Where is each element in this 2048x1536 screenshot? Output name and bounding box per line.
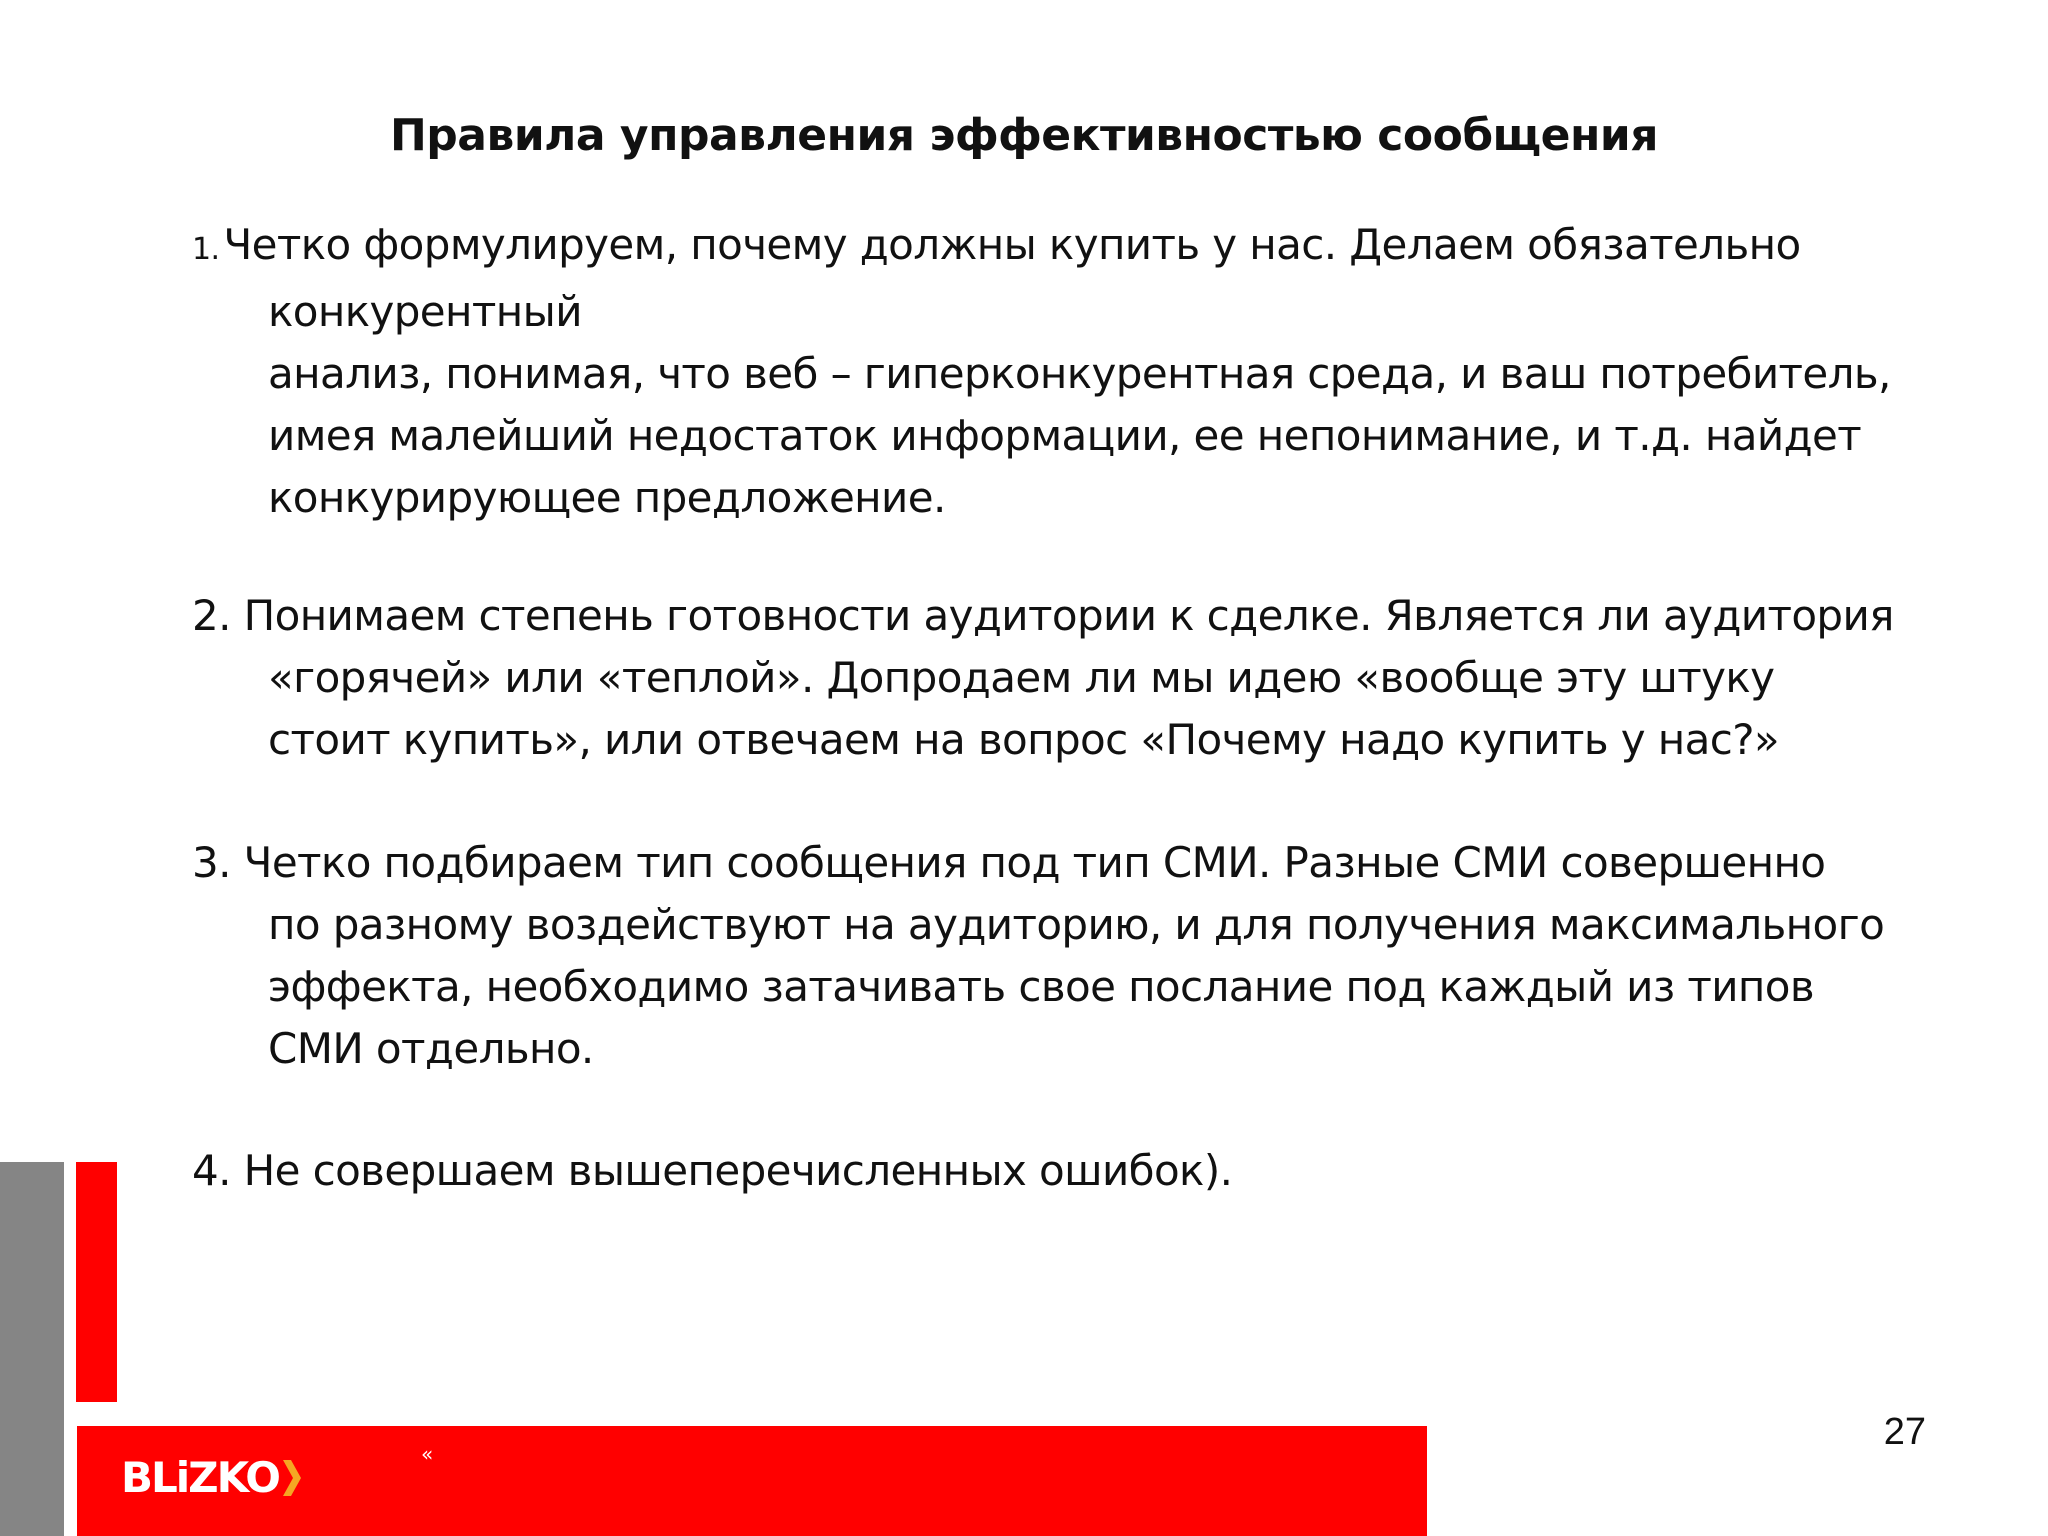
rule-1-line-1	[192, 214, 1952, 281]
rule-item-4	[192, 1140, 1952, 1202]
rule-1-line-5: конкурирующее предложение.	[268, 473, 946, 522]
side-gray-bar	[0, 1162, 64, 1536]
blizko-logo	[121, 1454, 303, 1502]
rule-2-line-2: «горячей» или «теплой». Допродаем ли мы идею «вообще эту штуку	[268, 653, 1775, 702]
rule-3-line-2: по разному воздействуют на аудиторию, и для получения максимального	[268, 900, 1885, 949]
rule-2-line-3: стоит купить», или отвечаем на вопрос «Почему надо купить у нас?»	[268, 715, 1780, 764]
logo-chevron-icon	[281, 1456, 303, 1500]
rule-4-line-1: 4. Не совершаем вышеперечисленных ошибок).	[192, 1146, 1233, 1195]
logo-text: BLiZKO	[121, 1453, 279, 1502]
rule-1-line-3: анализ, понимая, что веб – гиперконкурентная среда, и ваш потребитель,	[268, 349, 1891, 398]
footer-quote-mark: «	[421, 1442, 434, 1466]
page-number: 27	[1883, 1411, 1926, 1453]
rule-3-line-4: СМИ отдельно.	[268, 1024, 594, 1073]
rule-3-line-1: 3. Четко подбираем тип сообщения под тип СМИ. Разные СМИ совершенно	[192, 838, 1826, 887]
slide-title: Правила управления эффективностью сообщения	[389, 110, 1659, 161]
rule-item-3	[192, 832, 1952, 1080]
rule-1-number: 1.	[192, 232, 220, 267]
rule-item-1	[192, 214, 1952, 529]
side-red-bar	[76, 1162, 117, 1402]
rule-1-line-4: имея малейший недостаток информации, ее непонимание, и т.д. найдет	[268, 411, 1862, 460]
footer-band	[77, 1426, 1427, 1536]
rule-1-line-1-text: Четко формулируем, почему должны купить у нас. Делаем обязательно	[223, 220, 1801, 269]
rule-2-line-1: 2. Понимаем степень готовности аудитории к сделке. Является ли аудитория	[192, 591, 1894, 640]
rule-item-2	[192, 585, 1952, 771]
rule-1-line-2: конкурентный	[268, 287, 582, 336]
rule-3-line-3: эффекта, необходимо затачивать свое послание под каждый из типов	[268, 962, 1815, 1011]
